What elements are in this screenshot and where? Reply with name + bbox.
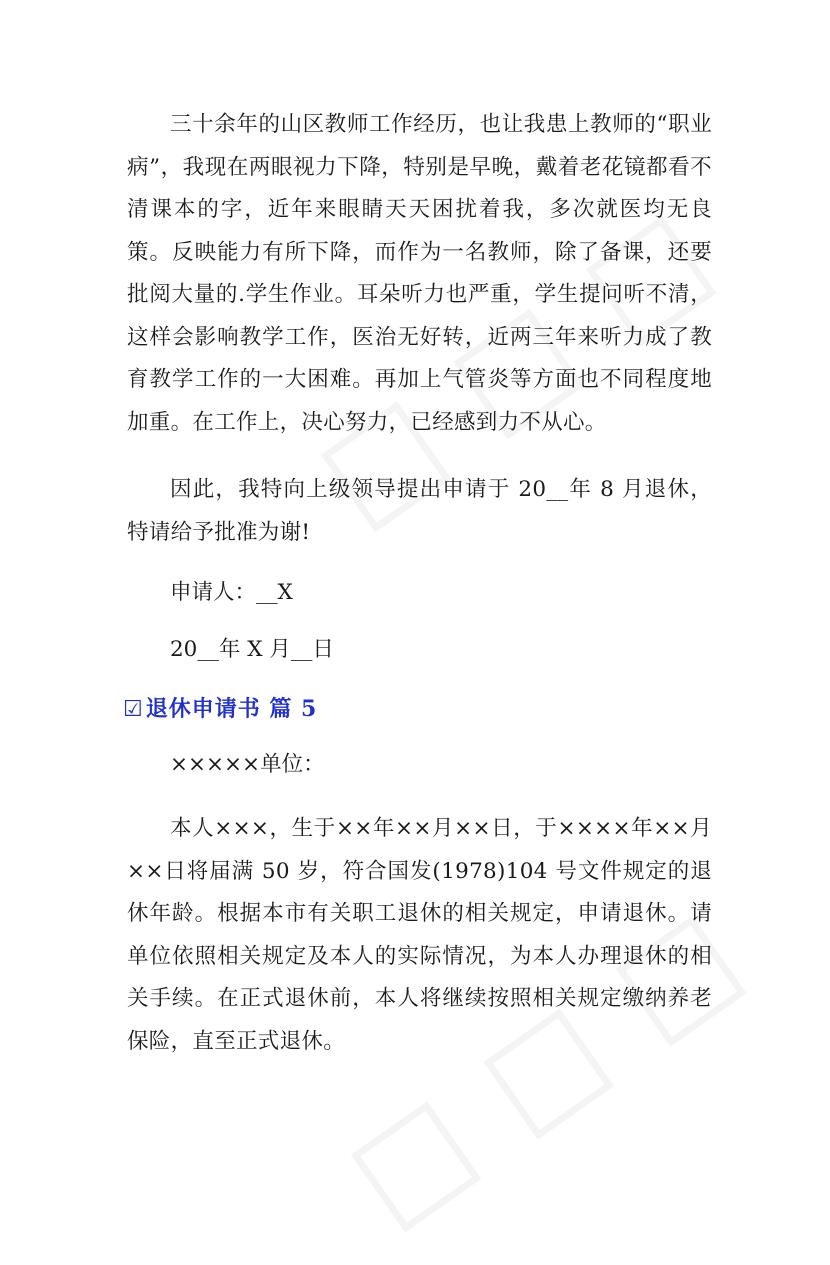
date-line: 20__年 X 月__日 <box>170 637 334 662</box>
section-title: 退休申请书 篇 5 <box>145 696 318 722</box>
applicant-line: 申请人：__X <box>170 580 293 605</box>
paragraph-vision-hearing: 三十余年的山区教师工作经历，也让我患上教师的“职业病”，我现在两眼视力下降，特别是早晚，戴着老花镜都看不清课本的字，近年来眼睛天天困扰着我，多次就医均无良策。反映能力有所下降，而作为一名教师，除了备课，还要批阅大量的.学生作业。耳朵听力也严重，学生提问听不清，这样会影响教学工作，医治无好转，近两三年来听力成了教育教学工作的一大困难。再加上气管炎等方面也不同程度地加重。在工作上，决心努力，已经感到力不从心。 <box>127 112 712 435</box>
letter-recipient: ×××××单位： <box>170 752 325 777</box>
checkbox-icon: ☑ <box>123 697 144 722</box>
section-heading <box>123 694 317 725</box>
paragraph-retirement-request: 因此，我特向上级领导提出申请于 20__年 8 月退休，特请给予批准为谢! <box>127 477 712 545</box>
letter-body: 本人×××，生于××年××月××日，于××××年××月××日将届满 50 岁，符合国发(1978)104 号文件规定的退休年龄。根据本市有关职工退休的相关规定，申请退休。请单位依照相关规定及本人的实际情况，为本人办理退休的相关手续。在正式退休前，本人将继续按照相关规定缴纳养老保险，直至正式退休。 <box>127 816 712 1054</box>
